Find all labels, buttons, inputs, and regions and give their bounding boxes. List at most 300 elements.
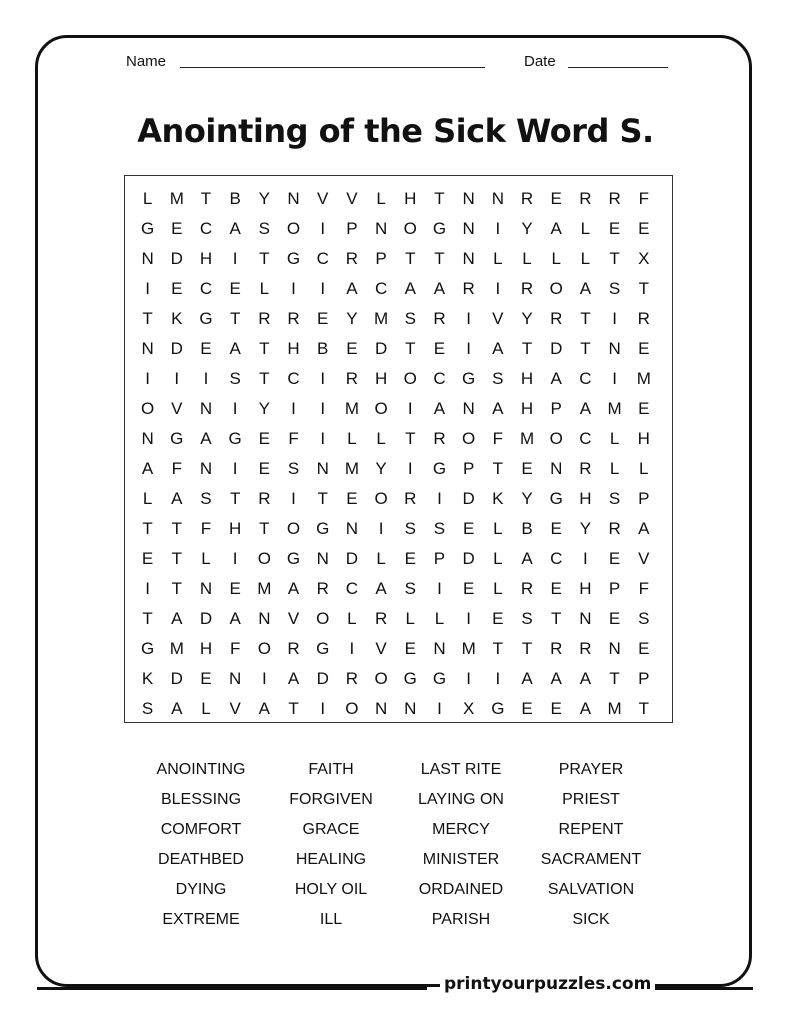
grid-cell[interactable]: A bbox=[550, 669, 562, 688]
grid-cell[interactable]: T bbox=[229, 309, 241, 328]
grid-cell[interactable]: R bbox=[287, 639, 300, 658]
grid-cell[interactable]: S bbox=[404, 309, 416, 328]
grid-cell[interactable]: T bbox=[288, 699, 299, 718]
grid-cell[interactable]: I bbox=[378, 519, 384, 538]
grid-cell[interactable]: E bbox=[433, 339, 446, 358]
grid-cell[interactable]: I bbox=[466, 309, 472, 328]
grid-cell[interactable]: S bbox=[492, 369, 504, 388]
grid-cell[interactable]: P bbox=[608, 579, 621, 598]
grid-cell[interactable]: E bbox=[550, 579, 562, 598]
grid-cell[interactable]: M bbox=[344, 459, 359, 478]
grid-cell[interactable]: V bbox=[229, 699, 241, 718]
grid-cell[interactable]: L bbox=[142, 489, 153, 508]
grid-cell[interactable]: N bbox=[316, 549, 329, 568]
grid-cell[interactable]: G bbox=[286, 249, 301, 268]
grid-cell[interactable]: T bbox=[259, 249, 270, 268]
grid-cell[interactable]: N bbox=[550, 459, 563, 478]
grid-cell[interactable]: E bbox=[638, 639, 650, 658]
grid-cell[interactable]: N bbox=[199, 579, 213, 598]
grid-cell[interactable]: E bbox=[258, 429, 271, 448]
grid-cell[interactable]: I bbox=[174, 369, 180, 388]
grid-cell[interactable]: A bbox=[638, 519, 650, 538]
grid-cell[interactable]: N bbox=[608, 639, 621, 658]
grid-cell[interactable]: H bbox=[199, 639, 213, 658]
grid-cell[interactable]: I bbox=[437, 489, 442, 508]
grid-cell[interactable]: G bbox=[316, 639, 330, 658]
grid-cell[interactable]: L bbox=[376, 549, 386, 568]
grid-cell[interactable]: I bbox=[349, 639, 355, 658]
grid-cell[interactable]: I bbox=[291, 279, 296, 298]
grid-cell[interactable]: D bbox=[170, 339, 183, 358]
grid-cell[interactable]: R bbox=[579, 189, 592, 208]
grid-cell[interactable]: I bbox=[466, 609, 472, 628]
grid-cell[interactable]: I bbox=[612, 309, 617, 328]
grid-cell[interactable]: G bbox=[316, 519, 330, 538]
grid-cell[interactable]: R bbox=[550, 309, 563, 328]
grid-cell[interactable]: D bbox=[462, 489, 475, 508]
grid-cell[interactable]: O bbox=[257, 549, 271, 568]
grid-cell[interactable]: H bbox=[374, 369, 388, 388]
grid-cell[interactable]: V bbox=[287, 609, 300, 628]
grid-cell[interactable]: T bbox=[638, 699, 649, 718]
grid-cell[interactable]: I bbox=[232, 399, 238, 418]
grid-cell[interactable]: B bbox=[521, 519, 533, 538]
grid-cell[interactable]: T bbox=[259, 519, 270, 538]
grid-cell[interactable]: E bbox=[317, 309, 329, 328]
grid-cell[interactable]: A bbox=[141, 459, 154, 478]
grid-cell[interactable]: T bbox=[521, 339, 533, 358]
grid-cell[interactable]: C bbox=[579, 429, 592, 448]
grid-cell[interactable]: G bbox=[140, 639, 155, 658]
grid-cell[interactable]: L bbox=[580, 249, 591, 268]
grid-cell[interactable]: C bbox=[550, 549, 563, 568]
grid-cell[interactable]: A bbox=[521, 669, 533, 688]
grid-cell[interactable]: T bbox=[434, 189, 445, 208]
grid-cell[interactable]: V bbox=[492, 309, 504, 328]
grid-cell[interactable]: T bbox=[259, 339, 270, 358]
grid-cell[interactable]: O bbox=[462, 429, 476, 448]
grid-cell[interactable]: O bbox=[374, 669, 388, 688]
grid-cell[interactable]: E bbox=[608, 219, 621, 238]
grid-cell[interactable]: I bbox=[407, 459, 413, 478]
grid-cell[interactable]: N bbox=[141, 339, 154, 358]
grid-cell[interactable]: T bbox=[492, 459, 504, 478]
grid-cell[interactable]: S bbox=[404, 519, 416, 538]
grid-cell[interactable]: A bbox=[346, 279, 358, 298]
grid-cell[interactable]: M bbox=[257, 579, 272, 598]
grid-cell[interactable]: D bbox=[170, 249, 183, 268]
grid-cell[interactable]: V bbox=[375, 639, 387, 658]
grid-cell[interactable]: A bbox=[229, 339, 241, 358]
grid-cell[interactable]: S bbox=[287, 459, 300, 478]
grid-cell[interactable]: I bbox=[232, 249, 238, 268]
grid-cell[interactable]: A bbox=[287, 579, 300, 598]
grid-cell[interactable]: I bbox=[320, 399, 326, 418]
grid-cell[interactable]: O bbox=[549, 429, 563, 448]
grid-cell[interactable]: M bbox=[461, 639, 476, 658]
grid-cell[interactable]: G bbox=[228, 429, 242, 448]
grid-cell[interactable]: G bbox=[403, 669, 417, 688]
grid-cell[interactable]: N bbox=[462, 249, 475, 268]
grid-cell[interactable]: I bbox=[320, 429, 326, 448]
grid-cell[interactable]: N bbox=[199, 399, 213, 418]
grid-cell[interactable]: Y bbox=[258, 399, 271, 418]
grid-cell[interactable]: E bbox=[638, 399, 650, 418]
grid-cell[interactable]: T bbox=[405, 339, 416, 358]
grid-cell[interactable]: I bbox=[291, 489, 296, 508]
grid-cell[interactable]: N bbox=[579, 609, 592, 628]
grid-cell[interactable]: T bbox=[229, 489, 241, 508]
grid-cell[interactable]: N bbox=[608, 339, 621, 358]
grid-cell[interactable]: N bbox=[141, 249, 154, 268]
grid-cell[interactable]: A bbox=[492, 399, 504, 418]
grid-cell[interactable]: S bbox=[258, 219, 271, 238]
grid-cell[interactable]: C bbox=[199, 219, 213, 238]
grid-cell[interactable]: A bbox=[375, 579, 387, 598]
grid-cell[interactable]: L bbox=[639, 459, 649, 478]
grid-cell[interactable]: R bbox=[258, 309, 271, 328]
grid-cell[interactable]: E bbox=[550, 699, 562, 718]
grid-cell[interactable]: E bbox=[200, 669, 212, 688]
grid-cell[interactable]: A bbox=[579, 669, 592, 688]
grid-cell[interactable]: A bbox=[171, 699, 183, 718]
date-field-line[interactable] bbox=[568, 67, 668, 68]
grid-cell[interactable]: X bbox=[638, 249, 650, 268]
grid-cell[interactable]: I bbox=[437, 699, 442, 718]
grid-cell[interactable]: P bbox=[550, 399, 562, 418]
grid-cell[interactable]: E bbox=[492, 609, 504, 628]
grid-cell[interactable]: T bbox=[171, 519, 182, 538]
grid-cell[interactable]: L bbox=[376, 189, 386, 208]
grid-cell[interactable]: M bbox=[519, 429, 535, 448]
grid-cell[interactable]: S bbox=[521, 609, 533, 628]
grid-cell[interactable]: R bbox=[433, 309, 446, 328]
grid-cell[interactable]: F bbox=[638, 579, 649, 598]
grid-cell[interactable]: A bbox=[171, 489, 183, 508]
grid-cell[interactable]: I bbox=[583, 549, 588, 568]
grid-cell[interactable]: M bbox=[636, 369, 651, 388]
grid-cell[interactable]: M bbox=[374, 309, 389, 328]
grid-cell[interactable]: A bbox=[404, 279, 416, 298]
grid-cell[interactable]: E bbox=[521, 699, 533, 718]
grid-cell[interactable]: N bbox=[316, 459, 329, 478]
grid-cell[interactable]: E bbox=[404, 549, 416, 568]
grid-cell[interactable]: L bbox=[376, 429, 386, 448]
grid-cell[interactable]: T bbox=[492, 639, 504, 658]
grid-cell[interactable]: L bbox=[405, 609, 416, 628]
grid-cell[interactable]: I bbox=[320, 369, 326, 388]
grid-cell[interactable]: T bbox=[405, 429, 416, 448]
grid-cell[interactable]: T bbox=[171, 579, 182, 598]
grid-cell[interactable]: I bbox=[466, 339, 472, 358]
grid-cell[interactable]: S bbox=[608, 279, 621, 298]
grid-cell[interactable]: O bbox=[257, 639, 271, 658]
grid-cell[interactable]: D bbox=[550, 339, 563, 358]
grid-cell[interactable]: R bbox=[404, 489, 417, 508]
grid-cell[interactable]: I bbox=[145, 579, 150, 598]
grid-cell[interactable]: Y bbox=[521, 489, 533, 508]
grid-cell[interactable]: O bbox=[345, 699, 359, 718]
grid-cell[interactable]: H bbox=[579, 489, 592, 508]
grid-cell[interactable]: G bbox=[170, 429, 184, 448]
grid-cell[interactable]: O bbox=[286, 219, 301, 238]
grid-cell[interactable]: T bbox=[142, 609, 153, 628]
grid-cell[interactable]: Y bbox=[258, 189, 271, 208]
grid-cell[interactable]: A bbox=[433, 399, 446, 418]
grid-cell[interactable]: Y bbox=[375, 459, 387, 478]
grid-cell[interactable]: S bbox=[141, 699, 154, 718]
grid-cell[interactable]: E bbox=[608, 609, 621, 628]
grid-cell[interactable]: P bbox=[638, 669, 650, 688]
grid-cell[interactable]: H bbox=[520, 369, 534, 388]
grid-cell[interactable]: L bbox=[609, 429, 620, 448]
grid-cell[interactable]: A bbox=[433, 279, 446, 298]
grid-cell[interactable]: F bbox=[492, 429, 504, 448]
grid-cell[interactable]: E bbox=[608, 549, 621, 568]
grid-cell[interactable]: R bbox=[608, 519, 621, 538]
grid-cell[interactable]: L bbox=[347, 429, 357, 448]
grid-cell[interactable]: V bbox=[317, 189, 329, 208]
grid-cell[interactable]: F bbox=[200, 519, 212, 538]
grid-cell[interactable]: C bbox=[345, 579, 359, 598]
grid-cell[interactable]: T bbox=[142, 519, 153, 538]
grid-cell[interactable]: G bbox=[491, 699, 505, 718]
grid-cell[interactable]: R bbox=[462, 279, 475, 298]
grid-cell[interactable]: N bbox=[199, 459, 213, 478]
grid-cell[interactable]: G bbox=[432, 219, 447, 238]
grid-cell[interactable]: P bbox=[462, 459, 475, 478]
grid-cell[interactable]: N bbox=[491, 189, 504, 208]
grid-cell[interactable]: L bbox=[201, 699, 211, 718]
grid-cell[interactable]: A bbox=[521, 549, 533, 568]
grid-cell[interactable]: N bbox=[287, 189, 300, 208]
grid-cell[interactable]: L bbox=[201, 549, 211, 568]
grid-cell[interactable]: I bbox=[232, 459, 238, 478]
grid-cell[interactable]: V bbox=[346, 189, 358, 208]
grid-cell[interactable]: T bbox=[609, 669, 620, 688]
grid-cell[interactable]: N bbox=[462, 189, 475, 208]
grid-cell[interactable]: S bbox=[200, 489, 212, 508]
grid-cell[interactable]: N bbox=[433, 639, 446, 658]
grid-cell[interactable]: R bbox=[608, 189, 621, 208]
grid-cell[interactable]: R bbox=[316, 579, 329, 598]
grid-cell[interactable]: I bbox=[203, 369, 209, 388]
grid-cell[interactable]: D bbox=[374, 339, 388, 358]
grid-cell[interactable]: E bbox=[550, 519, 562, 538]
grid-cell[interactable]: B bbox=[229, 189, 241, 208]
grid-cell[interactable]: R bbox=[287, 309, 300, 328]
grid-cell[interactable]: P bbox=[346, 219, 358, 238]
grid-cell[interactable]: D bbox=[170, 669, 183, 688]
grid-cell[interactable]: R bbox=[374, 609, 388, 628]
grid-cell[interactable]: F bbox=[171, 459, 182, 478]
grid-cell[interactable]: R bbox=[520, 579, 534, 598]
grid-cell[interactable]: E bbox=[404, 639, 416, 658]
grid-cell[interactable]: L bbox=[434, 609, 445, 628]
grid-cell[interactable]: R bbox=[579, 459, 592, 478]
grid-cell[interactable]: N bbox=[374, 219, 388, 238]
grid-cell[interactable]: G bbox=[432, 459, 447, 478]
grid-cell[interactable]: R bbox=[520, 189, 534, 208]
grid-cell[interactable]: I bbox=[495, 279, 501, 298]
grid-cell[interactable]: I bbox=[320, 279, 326, 298]
grid-cell[interactable]: T bbox=[638, 279, 649, 298]
grid-cell[interactable]: K bbox=[171, 309, 183, 328]
grid-cell[interactable]: T bbox=[142, 309, 153, 328]
grid-cell[interactable]: R bbox=[520, 279, 534, 298]
grid-cell[interactable]: S bbox=[608, 489, 621, 508]
grid-cell[interactable]: L bbox=[493, 549, 503, 568]
grid-cell[interactable]: E bbox=[200, 339, 212, 358]
grid-cell[interactable]: I bbox=[495, 219, 501, 238]
grid-cell[interactable]: A bbox=[229, 609, 241, 628]
grid-cell[interactable]: H bbox=[520, 399, 534, 418]
grid-cell[interactable]: H bbox=[229, 519, 242, 538]
grid-cell[interactable]: O bbox=[374, 489, 388, 508]
grid-cell[interactable]: S bbox=[229, 369, 241, 388]
grid-cell[interactable]: E bbox=[550, 189, 562, 208]
grid-cell[interactable]: G bbox=[286, 549, 301, 568]
grid-cell[interactable]: N bbox=[462, 219, 475, 238]
grid-cell[interactable]: S bbox=[638, 609, 650, 628]
grid-cell[interactable]: R bbox=[579, 639, 592, 658]
grid-cell[interactable]: I bbox=[612, 369, 617, 388]
grid-cell[interactable]: Y bbox=[521, 219, 533, 238]
grid-cell[interactable]: S bbox=[404, 579, 416, 598]
grid-cell[interactable]: R bbox=[550, 639, 563, 658]
grid-cell[interactable]: Y bbox=[346, 309, 358, 328]
grid-cell[interactable]: E bbox=[521, 459, 533, 478]
grid-cell[interactable]: O bbox=[140, 399, 155, 418]
grid-cell[interactable]: N bbox=[404, 699, 417, 718]
grid-cell[interactable]: T bbox=[434, 249, 445, 268]
grid-cell[interactable]: T bbox=[551, 609, 562, 628]
grid-cell[interactable]: B bbox=[317, 339, 329, 358]
grid-cell[interactable]: H bbox=[404, 189, 417, 208]
grid-cell[interactable]: I bbox=[437, 579, 442, 598]
grid-cell[interactable]: S bbox=[433, 519, 446, 538]
grid-cell[interactable]: A bbox=[579, 699, 592, 718]
grid-cell[interactable]: A bbox=[200, 429, 212, 448]
grid-cell[interactable]: K bbox=[141, 669, 154, 688]
grid-cell[interactable]: I bbox=[407, 399, 413, 418]
grid-cell[interactable]: X bbox=[462, 699, 475, 718]
grid-cell[interactable]: I bbox=[466, 669, 472, 688]
grid-cell[interactable]: N bbox=[141, 429, 154, 448]
grid-cell[interactable]: Y bbox=[521, 309, 533, 328]
grid-cell[interactable]: C bbox=[199, 279, 213, 298]
grid-cell[interactable]: H bbox=[579, 579, 592, 598]
grid-cell[interactable]: E bbox=[171, 279, 183, 298]
grid-cell[interactable]: A bbox=[258, 699, 271, 718]
grid-cell[interactable]: V bbox=[638, 549, 650, 568]
grid-cell[interactable]: T bbox=[521, 639, 533, 658]
grid-cell[interactable]: H bbox=[637, 429, 650, 448]
grid-cell[interactable]: T bbox=[405, 249, 416, 268]
grid-cell[interactable]: G bbox=[140, 219, 155, 238]
grid-cell[interactable]: R bbox=[637, 309, 650, 328]
grid-cell[interactable]: T bbox=[580, 339, 591, 358]
grid-cell[interactable]: I bbox=[145, 279, 150, 298]
grid-cell[interactable]: H bbox=[199, 249, 213, 268]
grid-cell[interactable]: E bbox=[638, 339, 650, 358]
grid-cell[interactable]: A bbox=[229, 219, 241, 238]
grid-cell[interactable]: E bbox=[229, 279, 241, 298]
grid-cell[interactable]: M bbox=[169, 639, 184, 658]
grid-cell[interactable]: A bbox=[171, 609, 183, 628]
grid-cell[interactable]: V bbox=[171, 399, 183, 418]
grid-cell[interactable]: O bbox=[403, 369, 417, 388]
grid-cell[interactable]: O bbox=[316, 609, 330, 628]
grid-cell[interactable]: M bbox=[344, 399, 359, 418]
grid-cell[interactable]: L bbox=[493, 249, 503, 268]
grid-cell[interactable]: E bbox=[258, 459, 271, 478]
grid-cell[interactable]: E bbox=[141, 549, 154, 568]
grid-cell[interactable]: I bbox=[145, 369, 150, 388]
grid-cell[interactable]: T bbox=[317, 489, 328, 508]
grid-cell[interactable]: L bbox=[347, 609, 357, 628]
grid-cell[interactable]: R bbox=[258, 489, 271, 508]
grid-cell[interactable]: A bbox=[579, 279, 592, 298]
grid-cell[interactable]: I bbox=[291, 399, 296, 418]
grid-cell[interactable]: I bbox=[232, 549, 238, 568]
grid-cell[interactable]: N bbox=[462, 399, 475, 418]
grid-cell[interactable]: R bbox=[345, 369, 359, 388]
grid-cell[interactable]: A bbox=[550, 219, 562, 238]
grid-cell[interactable]: P bbox=[638, 489, 650, 508]
grid-cell[interactable]: L bbox=[259, 279, 270, 298]
grid-cell[interactable]: T bbox=[200, 189, 212, 208]
grid-cell[interactable]: L bbox=[551, 249, 561, 268]
grid-cell[interactable]: I bbox=[320, 219, 326, 238]
grid-cell[interactable]: M bbox=[607, 699, 622, 718]
grid-cell[interactable]: Y bbox=[579, 519, 592, 538]
grid-cell[interactable]: N bbox=[229, 669, 242, 688]
grid-cell[interactable]: F bbox=[288, 429, 299, 448]
grid-cell[interactable]: L bbox=[142, 189, 153, 208]
grid-cell[interactable]: R bbox=[345, 249, 359, 268]
grid-cell[interactable]: E bbox=[346, 339, 358, 358]
grid-cell[interactable]: H bbox=[287, 339, 300, 358]
grid-cell[interactable]: L bbox=[580, 219, 591, 238]
grid-cell[interactable]: T bbox=[259, 369, 270, 388]
grid-cell[interactable]: L bbox=[493, 579, 503, 598]
grid-cell[interactable]: R bbox=[433, 429, 446, 448]
grid-cell[interactable]: F bbox=[638, 189, 649, 208]
grid-cell[interactable]: O bbox=[549, 279, 563, 298]
grid-cell[interactable]: R bbox=[345, 669, 359, 688]
grid-cell[interactable]: T bbox=[580, 309, 591, 328]
grid-cell[interactable]: E bbox=[346, 489, 358, 508]
grid-cell[interactable]: O bbox=[403, 219, 417, 238]
grid-cell[interactable]: I bbox=[495, 669, 501, 688]
grid-cell[interactable]: O bbox=[286, 519, 301, 538]
grid-cell[interactable]: C bbox=[316, 249, 329, 268]
grid-cell[interactable]: L bbox=[522, 249, 532, 268]
grid-cell[interactable]: G bbox=[462, 369, 476, 388]
grid-cell[interactable]: O bbox=[374, 399, 388, 418]
grid-cell[interactable]: G bbox=[549, 489, 563, 508]
grid-cell[interactable]: N bbox=[258, 609, 271, 628]
grid-cell[interactable]: K bbox=[492, 489, 504, 508]
grid-cell[interactable]: G bbox=[432, 669, 447, 688]
grid-cell[interactable]: A bbox=[492, 339, 504, 358]
grid-cell[interactable]: D bbox=[199, 609, 213, 628]
grid-cell[interactable]: N bbox=[374, 699, 388, 718]
grid-cell[interactable]: D bbox=[345, 549, 359, 568]
grid-cell[interactable]: T bbox=[609, 249, 620, 268]
grid-cell[interactable]: P bbox=[375, 249, 387, 268]
